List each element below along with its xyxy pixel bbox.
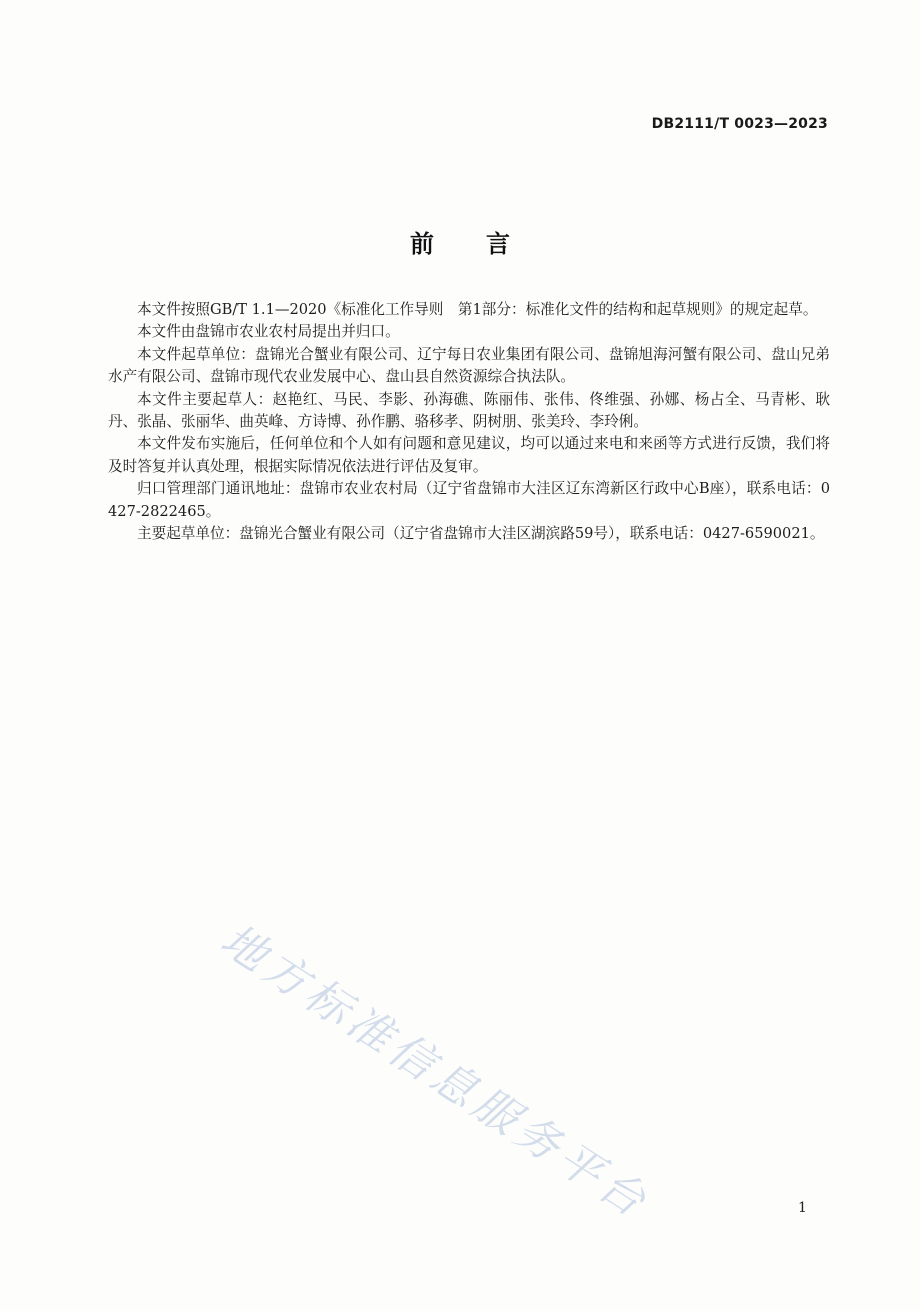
page-number: 1 (798, 1200, 807, 1216)
document-code: DB2111/T 0023—2023 (651, 116, 828, 132)
foreword-body (108, 299, 830, 545)
paragraph-main-unit-address: 主要起草单位：盘锦光合蟹业有限公司（辽宁省盘锦市大洼区湖滨路59号），联系电话：0427-6590021。 (137, 525, 825, 543)
paragraph-feedback: 本文件发布实施后，任何单位和个人如有问题和意见建议，均可以通过来电和来函等方式进行反馈，我们将及时答复并认真处理，根据实际情况依法进行评估及复审。 (108, 435, 830, 475)
paragraph-authority-address: 归口管理部门通讯地址：盘锦市农业农村局（辽宁省盘锦市大洼区辽东湾新区行政中心B座），联系电话：0427-2822465。 (108, 480, 830, 520)
paragraph-drafting-rules: 本文件按照GB/T 1.1—2020《标准化工作导则 第1部分：标准化文件的结构和起草规则》的规定起草。 (137, 301, 818, 318)
paragraph-proposer: 本文件由盘锦市农业农村局提出并归口。 (137, 323, 400, 341)
page-title: 前言 (410, 230, 562, 258)
paragraph-drafting-units: 本文件起草单位：盘锦光合蟹业有限公司、辽宁每日农业集团有限公司、盘锦旭海河蟹有限公司、盘山兄弟水产有限公司、盘锦市现代农业发展中心、盘山县自然资源综合执法队。 (108, 345, 830, 386)
paragraph-drafters: 本文件主要起草人：赵艳红、马民、李影、孙海礁、陈丽伟、张伟、佟维强、孙娜、杨占全、马青彬、耿丹、张晶、张丽华、曲英峰、方诗博、孙作鹏、骆移孝、阴树朋、张美玲、李玲俐。 (108, 390, 830, 431)
watermark-text: 地方标准信息服务平台 (211, 914, 659, 1230)
